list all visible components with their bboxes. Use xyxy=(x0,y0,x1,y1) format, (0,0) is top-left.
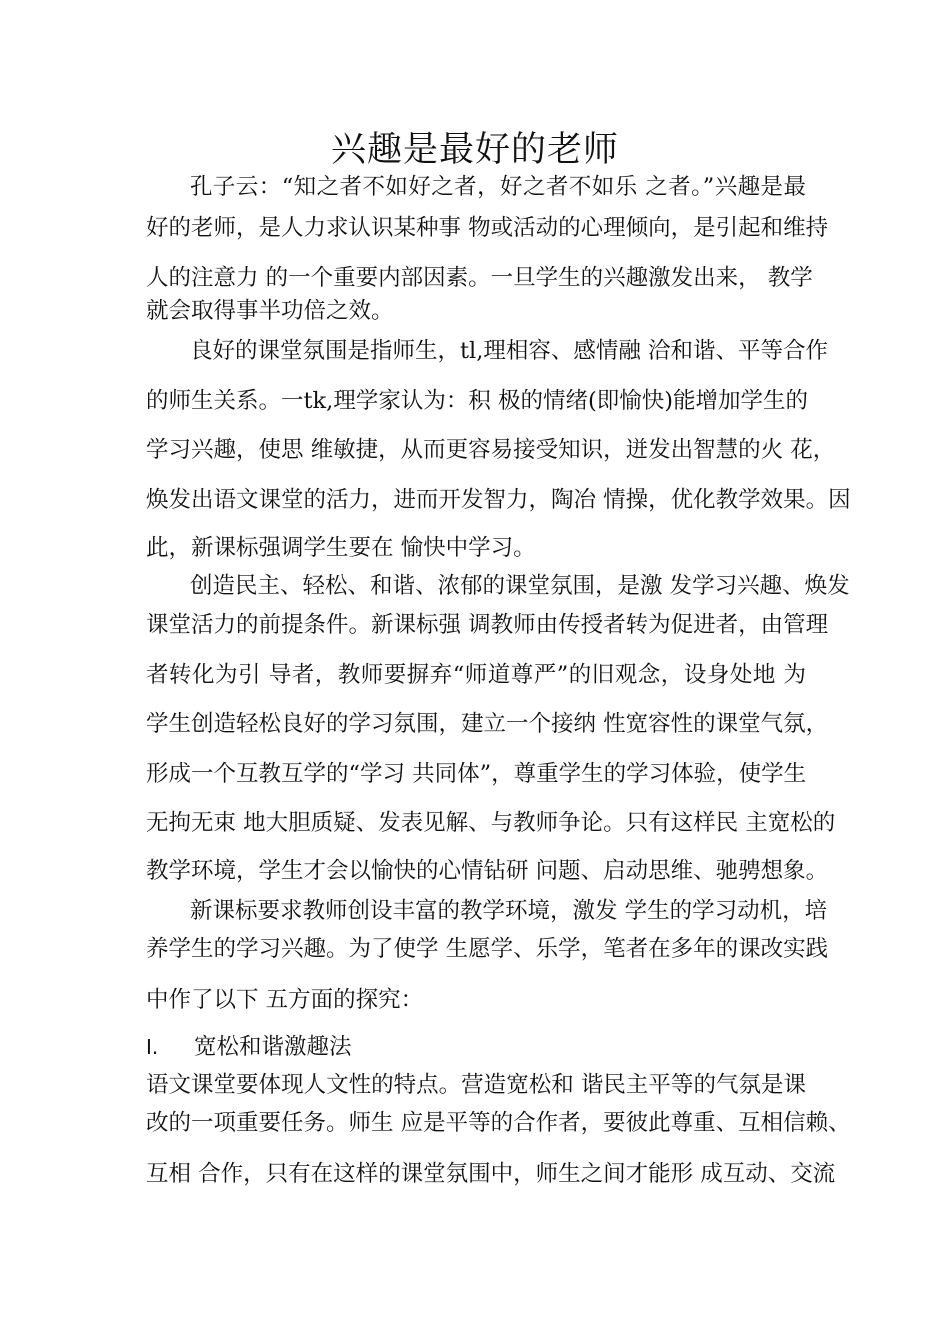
paragraph-line: 者转化为引 导者，教师要摒弃“师道尊严”的旧观念，设身处地 为 xyxy=(146,662,806,688)
paragraph-line: 学习兴趣，使思 维敏捷，从而更容易接受知识，迸发出智慧的火 花， xyxy=(146,437,836,463)
paragraph-line: 此，新课标强调学生要在 愉快中学习。 xyxy=(146,535,536,561)
paragraph-line: 学生创造轻松良好的学习氛围，建立一个接纳 性宽容性的课堂气氛， xyxy=(146,711,829,737)
paragraph-line: 好的老师，是人力求认识某种事 物或活动的心理倾向，是引起和维持 xyxy=(146,215,829,241)
section-title: 宽松和谐激趣法 xyxy=(194,1034,352,1060)
paragraph-line: 焕发出语文课堂的活力，进而开发智力，陶冶 情操，优化教学效果。因 xyxy=(146,487,851,513)
section-heading xyxy=(146,1030,352,1064)
paragraph-line: 养学生的学习兴趣。为了使学 生愿学、乐学，笔者在多年的课改实践 xyxy=(146,936,829,962)
paragraph-line: 新课标要求教师创设丰富的教学环境，激发 学生的学习动机，培 xyxy=(190,898,828,924)
document-title: 兴趣是最好的老师 xyxy=(330,130,619,170)
paragraph-line: 形成一个互教互学的“学习 共同体”，尊重学生的学习体验，使学生 xyxy=(146,761,807,787)
paragraph-line: 中作了以下 五方面的探究： xyxy=(146,987,424,1013)
paragraph-line: 无拘无束 地大胆质疑、发表见解、与教师争论。只有这样民 主宽松的 xyxy=(146,810,836,836)
paragraph-line: 教学环境，学生才会以愉快的心情钻研 问题、启动思维、驰骋想象。 xyxy=(146,858,829,884)
paragraph-line: 互相 合作，只有在这样的课堂氛围中，师生之间才能形 成互动、交流 xyxy=(146,1161,836,1187)
paragraph-line: 良好的课堂氛围是指师生，tl,理相容、感情融 洽和谐、平等合作 xyxy=(190,338,829,364)
paragraph-line: 改的一项重要任务。师生 应是平等的合作者，要彼此尊重、互相信赖、 xyxy=(146,1110,851,1136)
paragraph-line: 创造民主、轻松、和谐、浓郁的课堂氛围，是激 发学习兴趣、焕发 xyxy=(190,573,850,599)
paragraph-line: 课堂活力的前提条件。新课标强 调教师由传授者转为促进者，由管理 xyxy=(146,612,829,638)
paragraph-line: 语文课堂要体现人文性的特点。营造宽松和 谐民主平等的气氛是课 xyxy=(146,1072,806,1098)
paragraph-line: 的师生关系。一tk,理学家认为：积 极的情绪(即愉快)能增加学生的 xyxy=(146,388,809,414)
paragraph-line: 人的注意力 的一个重要内部因素。一旦学生的兴趣激发出来， 教学 xyxy=(146,265,813,291)
paragraph-line: 孔子云：“知之者不如好之者，好之者不如乐 之者。”兴趣是最 xyxy=(190,174,806,200)
section-number: I. xyxy=(146,1035,159,1059)
paragraph-line: 就会取得事半功倍之效。 xyxy=(146,298,394,324)
